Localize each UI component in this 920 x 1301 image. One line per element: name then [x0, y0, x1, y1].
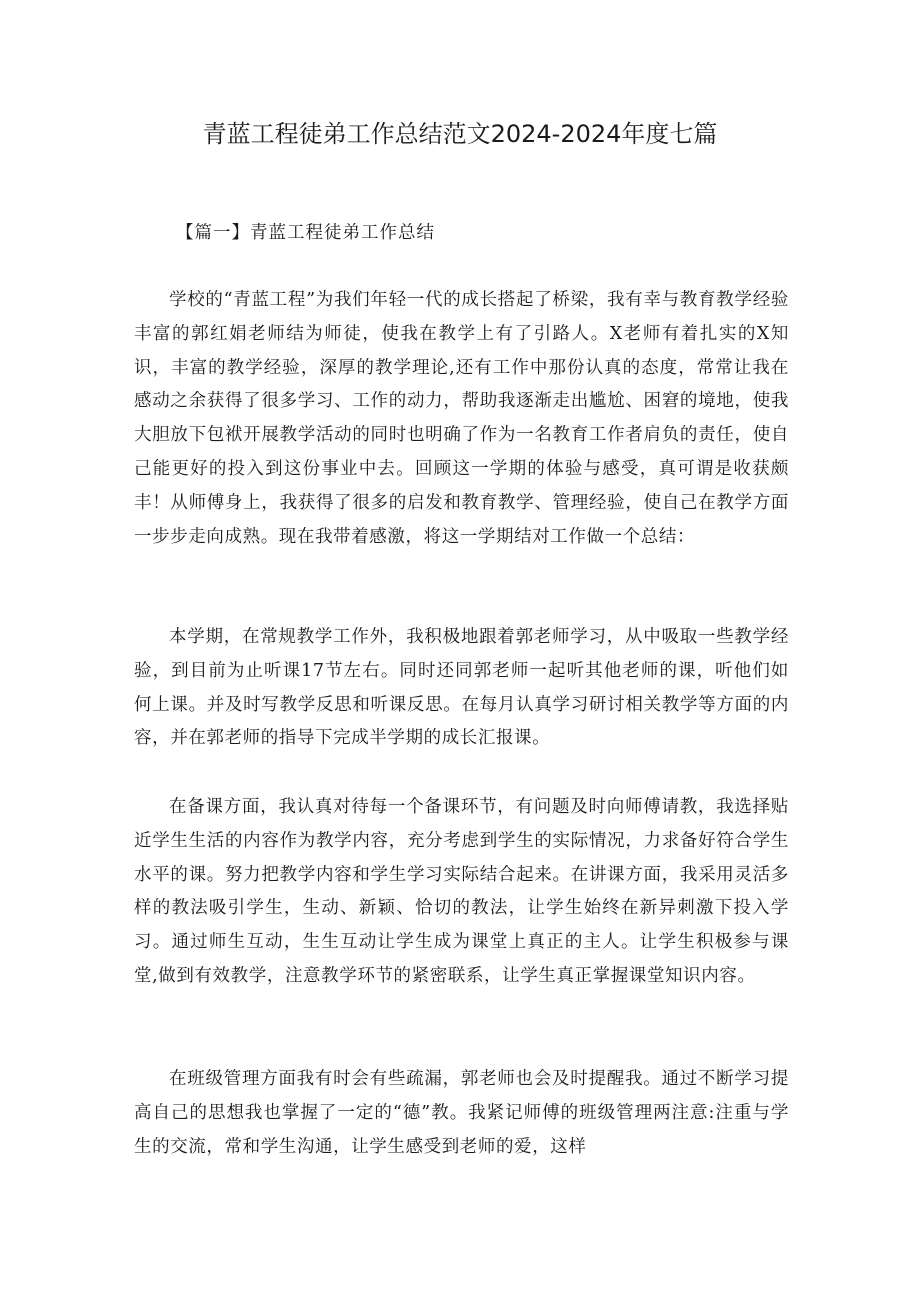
body-paragraph-2: 本学期，在常规教学工作外，我积极地跟着郭老师学习，从中吸取一些教学经验，到目前为止听课17节左右。同时还同郭老师一起听其他老师的课，听他们如何上课。并及时写教学反思和听课反思。在每月认真学习研讨相关教学等方面的内容，并在郭老师的指导下完成半学期的成长汇报课。 [134, 627, 789, 749]
body-paragraph-4: 在班级管理方面我有时会有些疏漏，郭老师也会及时提醒我。通过不断学习提高自己的思想我也掌握了一定的“德”教。我紧记师傅的班级管理两注意:注重与学生的交流，常和学生沟通，让学生感受到老师的爱，这样 [134, 1069, 789, 1157]
section-heading: 【篇一】青蓝工程徒弟工作总结 [176, 223, 435, 243]
document-title: 青蓝工程徒弟工作总结范文2024-2024年度七篇 [202, 120, 718, 148]
body-paragraph-1: 学校的“青蓝工程”为我们年轻一代的成长搭起了桥梁，我有幸与教育教学经验丰富的郭红娟老师结为师徒，使我在教学上有了引路人。X老师有着扎实的X知识，丰富的教学经验，深厚的教学理论,还有工作中那份认真的态度，常常让我在感动之余获得了很多学习、工作的动力，帮助我逐渐走出尴尬、困窘的境地，使我大胆放下包袱开展教学活动的同时也明确了作为一名教育工作者肩负的责任，使自己能更好的投入到这份事业中去。回顾这一学期的体验与感受，真可谓是收获颇丰！从师傅身上，我获得了很多的启发和教育教学、管理经验，使自己在教学方面一步步走向成熟。现在我带着感激，将这一学期结对工作做一个总结： [134, 290, 789, 547]
body-paragraph-3: 在备课方面，我认真对待每一个备课环节，有问题及时向师傅请教，我选择贴近学生生活的内容作为教学内容，充分考虑到学生的实际情况，力求备好符合学生水平的课。努力把教学内容和学生学习实际结合起来。在讲课方面，我采用灵活多样的教法吸引学生，生动、新颖、恰切的教法，让学生始终在新异刺激下投入学习。通过师生互动，生生互动让学生成为课堂上真正的主人。让学生积极参与课堂,做到有效教学，注意教学环节的紧密联系，让学生真正掌握课堂知识内容。 [134, 797, 789, 986]
